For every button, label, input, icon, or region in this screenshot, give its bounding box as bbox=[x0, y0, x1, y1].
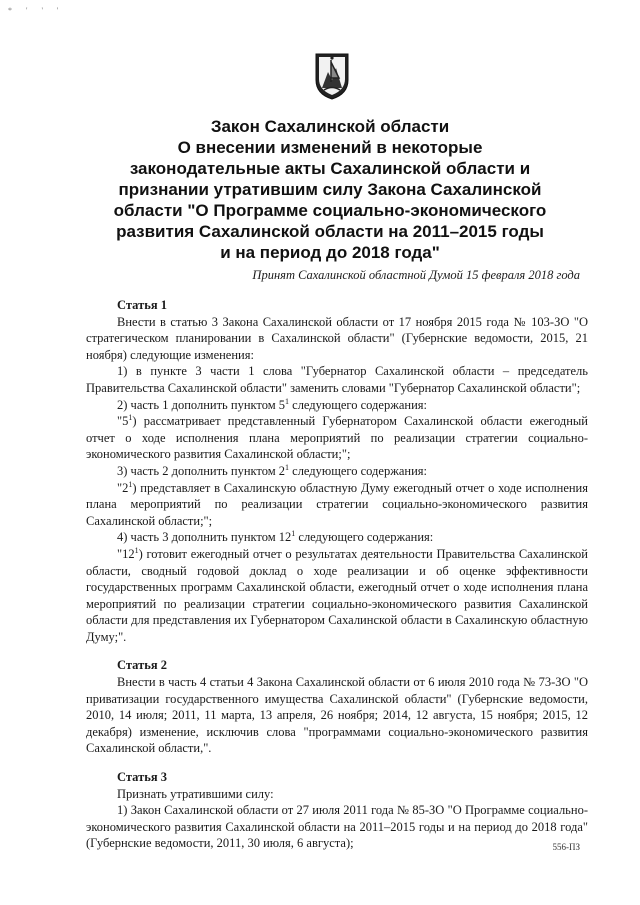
article-1-paragraph: Внести в статью 3 Закона Сахалинской области от 17 ноября 2015 года № 103-ЗО "О стратегическом планировании в Сахалинской области" (Губернские ведомости, 2015, 21 ноября) следующие изменения: bbox=[86, 314, 588, 362]
article-1-item-3: 3) часть 2 дополнить пунктом $2^1$ следующего содержания: bbox=[117, 462, 428, 478]
document-code: 556-ПЗ bbox=[552, 842, 580, 852]
article-3-item-1: 1) Закон Сахалинской области от 27 июля 2011 года № 85-ЗО "О Программе социально-экономического развития Сахалинской области на 2011–2015 годы и на период до 2018 года" (Губернские ведомости, 2011, 30 июля, 6 августа); bbox=[86, 803, 588, 851]
article-1-item-4: 4) часть 3 дополнить пунктом $12^1$ следующего содержания: bbox=[117, 529, 434, 545]
coat-of-arms-icon bbox=[312, 52, 352, 100]
title-line: Закон Сахалинской области bbox=[210, 117, 450, 136]
article-1-quote-12-1: "$12^1$) готовит ежегодный отчет о результатах деятельности Правительства Сахалинской области, сводный годовой доклад о ходе реализации и об оценке эффективности государственных программ Сахалинской области, ежегодный отчет о ходе исполнения плана мероприятий по реализации стратегии социально-экономического развития Сахалинской области для представления их Губернатором Сахалинской области в Сахалинскую областную Думу;". bbox=[86, 545, 588, 644]
title-line: законодательные акты Сахалинской области и bbox=[129, 159, 531, 178]
article-2-paragraph: Внести в часть 4 статьи 4 Закона Сахалинской области от 6 июля 2010 года № 73-ЗО "О приватизации государственного имущества Сахалинской области" (Губернские ведомости, 2010, 14 июля; 2011, 11 марта, 13 апреля, 26 ноября; 2014, 12 августа, 15 ноября; 2015, 12 декабря) изменение, исключив слова "программами социально-экономического развития Сахалинской области,". bbox=[86, 675, 588, 756]
adoption-note: Принят Сахалинской областной Думой 15 февраля 2018 года bbox=[252, 268, 580, 282]
law-title bbox=[110, 116, 550, 263]
article-3-paragraph: Признать утратившими силу: bbox=[117, 786, 274, 801]
article-3-heading: Статья 3 bbox=[117, 770, 167, 785]
title-line: области "О Программе социально-экономического bbox=[113, 201, 547, 220]
corner-marks: * ' ' ' bbox=[8, 6, 65, 15]
title-line: и на период до 2018 года" bbox=[220, 243, 440, 262]
article-1-heading: Статья 1 bbox=[117, 298, 167, 312]
article-1-quote-5-1: "$5^1$) рассматривает представленный Губернатором Сахалинской области ежегодный отчет о ходе исполнения плана мероприятий по реализации стратегии социально-экономического развития Сахалинской области;"; bbox=[86, 413, 588, 462]
title-line: развития Сахалинской области на 2011–2015 годы bbox=[116, 222, 544, 241]
article-1-quote-2-1: "$2^1$) представляет в Сахалинскую областную Думу ежегодный отчет о ходе исполнения плана мероприятий по реализации стратегии социально-экономического развития Сахалинской области;"; bbox=[86, 479, 588, 528]
law-body bbox=[86, 297, 588, 852]
title-line: признании утратившим силу Закона Сахалинской bbox=[118, 180, 542, 199]
article-2-heading: Статья 2 bbox=[117, 658, 167, 673]
title-line: О внесении изменений в некоторые bbox=[177, 138, 483, 157]
article-1-item-1: 1) в пункте 3 части 1 слова "Губернатор Сахалинской области – председатель Правительства Сахалинской области" заменить словами "Губернатор Сахалинской области"; bbox=[86, 364, 588, 395]
article-1-item-2: 2) часть 1 дополнить пунктом $5^1$ следующего содержания: bbox=[117, 396, 428, 412]
